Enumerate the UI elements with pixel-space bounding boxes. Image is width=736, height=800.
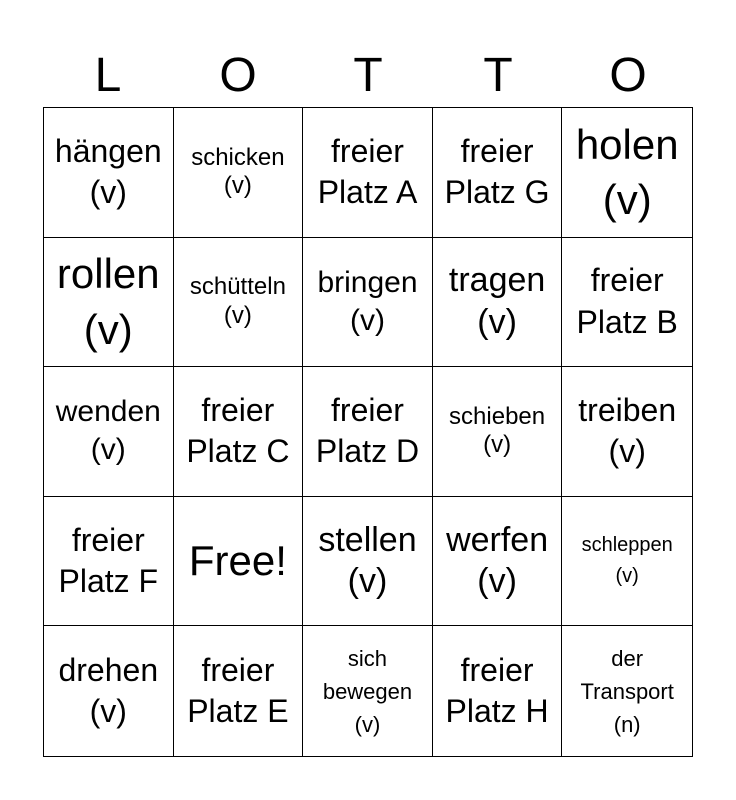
cell-text: freier Platz A (317, 132, 418, 211)
free-space-cell[interactable] (174, 497, 304, 627)
cell-text: freier Platz E (187, 651, 289, 730)
bingo-cell[interactable] (562, 367, 692, 497)
bingo-cell[interactable] (303, 238, 433, 368)
cell-text: freier Platz D (315, 391, 420, 470)
cell-text: treiben (v) (578, 391, 677, 470)
cell-text: schütteln (v) (189, 273, 286, 329)
cell-text: rollen (v) (56, 250, 160, 353)
header-letter-1: L (94, 49, 122, 102)
cell-text: der Transport (n) (580, 645, 674, 737)
bingo-cell[interactable] (303, 626, 433, 756)
cell-text: bringen (v) (317, 265, 418, 337)
bingo-cell[interactable] (562, 626, 692, 756)
bingo-cell[interactable] (303, 108, 433, 238)
header-letter-5: O (609, 49, 647, 102)
cell-text: hängen (v) (54, 132, 162, 211)
bingo-cell[interactable] (433, 497, 563, 627)
bingo-cell[interactable] (433, 367, 563, 497)
cell-text: drehen (v) (58, 651, 159, 730)
header-letter-3: T (353, 49, 383, 102)
cell-text: freier Platz B (576, 262, 678, 340)
bingo-cell[interactable] (44, 367, 174, 497)
cell-text: werfen (v) (446, 520, 549, 601)
free-space-text: Free! (188, 537, 287, 585)
cell-text: holen (v) (575, 120, 679, 224)
bingo-cell[interactable] (562, 497, 692, 627)
cell-text: schicken (v) (191, 143, 285, 200)
header-letter-2: O (219, 49, 257, 102)
cell-text: schleppen (v) (581, 534, 673, 588)
bingo-cell[interactable] (44, 238, 174, 368)
bingo-cell[interactable] (44, 497, 174, 627)
cell-text: wenden (v) (55, 395, 161, 467)
cell-text: freier Platz F (58, 521, 159, 600)
bingo-cell[interactable] (303, 367, 433, 497)
bingo-cell[interactable] (44, 108, 174, 238)
cell-text: freier Platz G (444, 132, 550, 211)
cell-text: tragen (v) (448, 261, 546, 341)
bingo-cell[interactable] (174, 367, 304, 497)
bingo-cell[interactable] (44, 626, 174, 756)
bingo-cell[interactable] (174, 626, 304, 756)
bingo-cell[interactable] (433, 626, 563, 756)
bingo-cell[interactable] (562, 238, 692, 368)
cell-text: schieben (v) (449, 402, 546, 459)
cell-text: freier Platz H (445, 651, 549, 730)
cell-text: stellen (v) (318, 520, 417, 601)
bingo-cell[interactable] (433, 108, 563, 238)
bingo-cell[interactable] (303, 497, 433, 627)
bingo-card-grid (43, 107, 693, 757)
cell-text: freier Platz C (186, 391, 290, 470)
bingo-cell[interactable] (562, 108, 692, 238)
bingo-header (43, 48, 693, 104)
bingo-cell[interactable] (433, 238, 563, 368)
bingo-cell[interactable] (174, 108, 304, 238)
cell-text: sich bewegen (v) (322, 645, 413, 737)
bingo-cell[interactable] (174, 238, 304, 368)
header-letter-4: T (483, 49, 513, 102)
